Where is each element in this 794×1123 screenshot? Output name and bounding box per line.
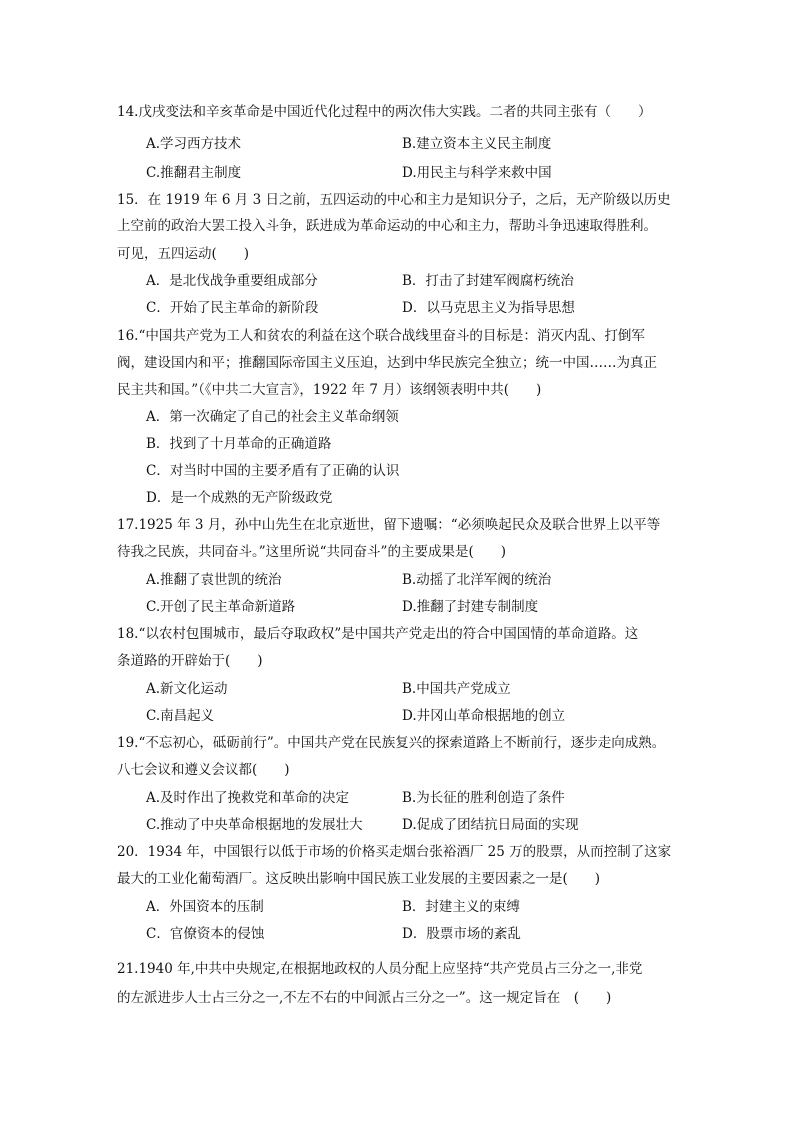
question-18-option-c[interactable]: C.南昌起义: [146, 708, 215, 724]
question-15-line-2: 上空前的政治大罢工投入斗争，跃进成为革命运动的中心和主力，帮助斗争迅速取得胜利。: [117, 218, 657, 234]
question-18-option-a[interactable]: A.新文化运动: [146, 681, 228, 697]
question-16-line-1: 16.“中国共产党为工人和贫农的利益在这个联合战线里奋斗的目标是：消灭内乱、打倒军: [117, 328, 645, 344]
question-16-option-c[interactable]: C．对当时中国的主要矛盾有了正确的认识: [146, 463, 400, 479]
question-14-option-b[interactable]: B.建立资本主义民主制度: [402, 136, 552, 152]
question-15-line-3: 可见，五四运动( ): [117, 246, 250, 262]
question-16-line-2: 阀，建设国内和平；推翻国际帝国主义压迫，达到中华民族完全独立；统一中国……为真正: [117, 355, 657, 371]
question-17-option-a[interactable]: A.推翻了袁世凯的统治: [146, 572, 282, 588]
question-15-option-c[interactable]: C．开始了民主革命的新阶段: [146, 300, 319, 316]
question-16-option-d[interactable]: D．是一个成熟的无产阶级政党: [146, 490, 333, 506]
question-19-option-b[interactable]: B.为长征的胜利创造了条件: [402, 790, 565, 806]
question-17-line-1: 17.1925 年 3 月，孙中山先生在北京逝世，留下遗嘱：“必须唤起民众及联合世界上以平等: [117, 517, 661, 533]
question-19-line-1: 19.“不忘初心，砥砺前行”。中国共产党在民族复兴的探索道路上不断前行，逐步走向成熟。: [117, 735, 666, 751]
question-19-option-d[interactable]: D.促成了团结抗日局面的实现: [402, 817, 579, 833]
question-21-line-1: 21.1940 年,中共中央规定,在根据地政权的人员分配上应坚持“共产党员占三分之一,非党: [117, 961, 643, 977]
question-15-option-b[interactable]: B．打击了封建军阀腐朽统治: [402, 273, 574, 289]
question-20-line-1: 20．1934 年，中国银行以低于市场的价格买走烟台张裕酒厂 25 万的股票，从而控制了这家: [117, 844, 672, 860]
question-17-option-c[interactable]: C.开创了民主革命新道路: [146, 599, 296, 615]
question-20-option-b[interactable]: B．封建主义的束缚: [402, 899, 520, 915]
question-20-option-a[interactable]: A．外国资本的压制: [146, 899, 264, 915]
question-15-line-1: 15．在 1919 年 6 月 3 日之前，五四运动的中心和主力是知识分子，之后，无产阶级以历史: [117, 192, 671, 208]
question-16-option-b[interactable]: B．找到了十月革命的正确道路: [146, 436, 332, 452]
question-14-option-a[interactable]: A.学习西方技术: [146, 136, 242, 152]
question-20-option-c[interactable]: C．官僚资本的侵蚀: [146, 926, 265, 942]
question-17-line-2: 待我之民族，共同奋斗。”这里所说“共同奋斗”的主要成果是( ): [117, 544, 506, 560]
question-15-option-a[interactable]: A．是北伐战争重要组成部分: [146, 273, 318, 289]
question-14-line-1: 14.戊戌变法和辛亥革命是中国近代化过程中的两次伟大实践。二者的共同主张有（ ）: [117, 104, 652, 120]
question-20-line-2: 最大的工业化葡萄酒厂。这反映出影响中国民族工业发展的主要因素之一是( ): [117, 871, 601, 887]
question-18-line-2: 条道路的开辟始于( ): [117, 653, 263, 669]
question-20-option-d[interactable]: D．股票市场的紊乱: [402, 926, 521, 942]
question-14-option-c[interactable]: C.推翻君主制度: [146, 165, 242, 181]
question-18-option-d[interactable]: D.井冈山革命根据地的创立: [402, 708, 566, 724]
question-17-option-d[interactable]: D.推翻了封建专制制度: [402, 599, 539, 615]
question-14-option-d[interactable]: D.用民主与科学来救中国: [402, 165, 552, 181]
question-19-option-c[interactable]: C.推动了中央革命根据地的发展壮大: [146, 817, 363, 833]
question-16-option-a[interactable]: A．第一次确定了自己的社会主义革命纲领: [146, 409, 399, 425]
question-17-option-b[interactable]: B.动摇了北洋军阀的统治: [402, 572, 552, 588]
question-19-line-2: 八七会议和遵义会议都( ): [117, 762, 290, 778]
question-18-option-b[interactable]: B.中国共产党成立: [402, 681, 511, 697]
question-19-option-a[interactable]: A.及时作出了挽救党和革命的决定: [146, 790, 350, 806]
question-15-option-d[interactable]: D．以马克思主义为指导思想: [402, 300, 575, 316]
question-16-line-3: 民主共和国。”（《中共二大宣言》，1922 年 7 月）该纲领表明中共( ): [117, 382, 542, 398]
question-21-line-2: 的左派进步人士占三分之一,不左不右的中间派占三分之一”。这一规定旨在 ( ): [117, 990, 612, 1006]
question-18-line-1: 18.“以农村包围城市，最后夺取政权”是中国共产党走出的符合中国国情的革命道路。这: [117, 626, 639, 642]
